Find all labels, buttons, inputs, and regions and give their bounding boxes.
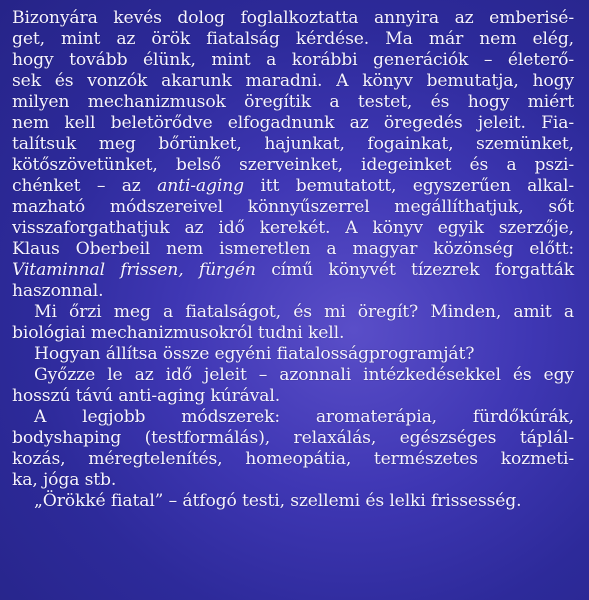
blurb-line: biológiai mechanizmusokról tudni kell. [12, 323, 345, 343]
blurb-line: get, mint az örök fiatalság kérdése. Ma már nem elég, [12, 29, 574, 49]
blurb-line: Vitaminnal frissen, fürgén című könyvét tízezrek forgatták [12, 260, 574, 280]
blurb-line: „Örökké fiatal” – átfogó testi, szellemi és lelki frissesség. [34, 491, 522, 511]
blurb-line: A legjobb módszerek: aromaterápia, fürdőkúrák, [34, 407, 574, 427]
blurb-line: mazható módszereivel könnyűszerrel megállíthatjuk, sőt [12, 197, 574, 217]
blurb-line: bodyshaping (testformálás), relaxálás, egészséges táplál- [12, 428, 574, 448]
blurb-line: hogy tovább élünk, mint a korábbi generációk – életerő- [12, 50, 574, 70]
blurb-line: nem kell beletörődve elfogadnunk az öregedés jeleit. Fia- [12, 113, 574, 133]
blurb-line: visszaforgathatjuk az idő kerekét. A könyv egyik szerzője, [12, 218, 574, 238]
blurb-line: kötőszövetünket, belső szerveinket, idegeinket és a pszi- [12, 155, 574, 175]
blurb-line: chénket – az anti-aging itt bemutatott, egyszerűen alkal- [12, 176, 574, 196]
blurb-line: Klaus Oberbeil nem ismeretlen a magyar közönség előtt: [12, 239, 574, 259]
blurb-line: hosszú távú anti-aging kúrával. [12, 386, 281, 406]
blurb-line: ka, jóga stb. [12, 470, 117, 490]
italic-phrase: anti-aging [157, 176, 245, 196]
blurb-text-block [12, 8, 574, 512]
blurb-line: Bizonyára kevés dolog foglalkoztatta annyira az emberisé- [12, 8, 574, 28]
blurb-line: milyen mechanizmusok öregítik a testet, és hogy miért [12, 92, 574, 112]
italic-phrase: Vitaminnal frissen, fürgén [12, 260, 256, 280]
blurb-line: Mi őrzi meg a fiatalságot, és mi öregít? Minden, amit a [34, 302, 574, 322]
blurb-line: kozás, méregtelenítés, homeopátia, természetes kozmeti- [12, 449, 574, 469]
blurb-line: haszonnal. [12, 281, 104, 301]
blurb-line: talítsuk meg bőrünket, hajunkat, fogainkat, szemünket, [12, 134, 574, 154]
blurb-line: Győzze le az idő jeleit – azonnali intézkedésekkel és egy [34, 365, 574, 385]
blurb-line: Hogyan állítsa össze egyéni fiatalosságprogramját? [34, 344, 475, 364]
blurb-line: sek és vonzók akarunk maradni. A könyv bemutatja, hogy [12, 71, 574, 91]
